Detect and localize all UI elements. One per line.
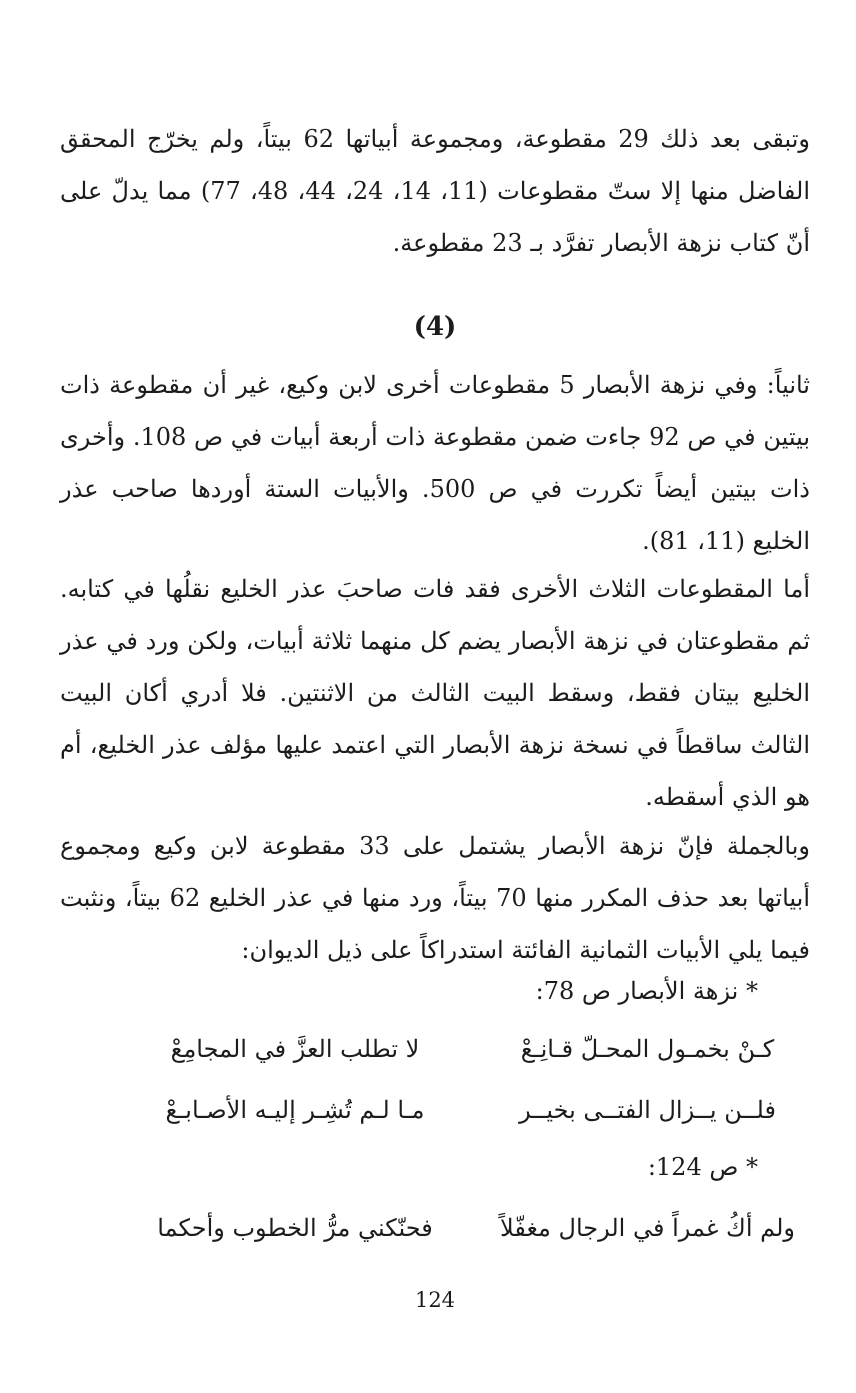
book-page: [60, 0, 810, 1393]
paragraph-2: ثانياً: وفي نزهة الأبصار 5 مقطوعات أخرى لابن وكيع، غير أن مقطوعة ذات بيتين في ص 92 جاءت ضمن مقطوعة ذات أربعة أبيات في ص 108. وأخرى ذات بيتين أيضاً تكررت في ص 500. والأبيات الستة أوردها صاحب عذر الخليع (11، 81).: [60, 371, 810, 555]
verse-line-2: [100, 1088, 810, 1132]
verse-line-1: [100, 1027, 810, 1071]
page-number: 124: [414, 1288, 456, 1312]
paragraph-3: أما المقطوعات الثلاث الأخرى فقد فات صاحبَ عذر الخليع نقلُها في كتابه. ثم مقطوعتان في نزهة الأبصار يضم كل منهما ثلاثة أبيات، ولكن ورد في عذر الخليع بيتان فقط، وسقط البيت الثالث من الاثنتين. فلا أدري أكان البيت الثالث ساقطاً في نسخة نزهة الأبصار التي اعتمد عليها مؤلف عذر الخليع، أم هو الذي أسقطه.: [60, 575, 811, 811]
paragraph-1: وتبقى بعد ذلك 29 مقطوعة، ومجموعة أبياتها 62 بيتاً، ولم يخرّج المحقق الفاضل منها إلا ستّ مقطوعات (11، 14، 24، 44، 48، 77) مما يدلّ على أنّ كتاب نزهة الأبصار تفرَّد بـ 23 مقطوعة.: [60, 125, 811, 257]
verse-3-second-hemistich: فحنّكني مرُّ الخطوب وأحكما: [157, 1214, 433, 1242]
source-reference-2: * ص 124:: [647, 1153, 758, 1181]
verse-1-second-hemistich: لا تطلب العزَّ في المجامِعْ: [170, 1035, 420, 1063]
source-reference-1: * نزهة الأبصار ص 78:: [535, 977, 758, 1005]
paragraph-4: وبالجملة فإنّ نزهة الأبصار يشتمل على 33 مقطوعة لابن وكيع ومجموع أبياتها بعد حذف المكرر منها 70 بيتاً، ورد منها في عذر الخليع 62 بيتاً، ونثبت فيما يلي الأبيات الثمانية الفائتة استدراكاً على ذيل الديوان:: [60, 832, 811, 964]
verse-1-first-hemistich: كـنْ بخمـول المحـلّ قـانِـعْ: [520, 1035, 775, 1063]
verse-3-first-hemistich: ولم أكُ غمراً في الرجال مغفّلاً: [500, 1214, 795, 1242]
verse-2-first-hemistich: فلــن يــزال الفتــى بخيــر: [519, 1096, 776, 1124]
verse-2-second-hemistich: مـا لـم تُشِـر إليـه الأصـابـعْ: [165, 1096, 425, 1124]
section-number: (4): [413, 312, 457, 342]
verse-line-3: [100, 1206, 810, 1250]
